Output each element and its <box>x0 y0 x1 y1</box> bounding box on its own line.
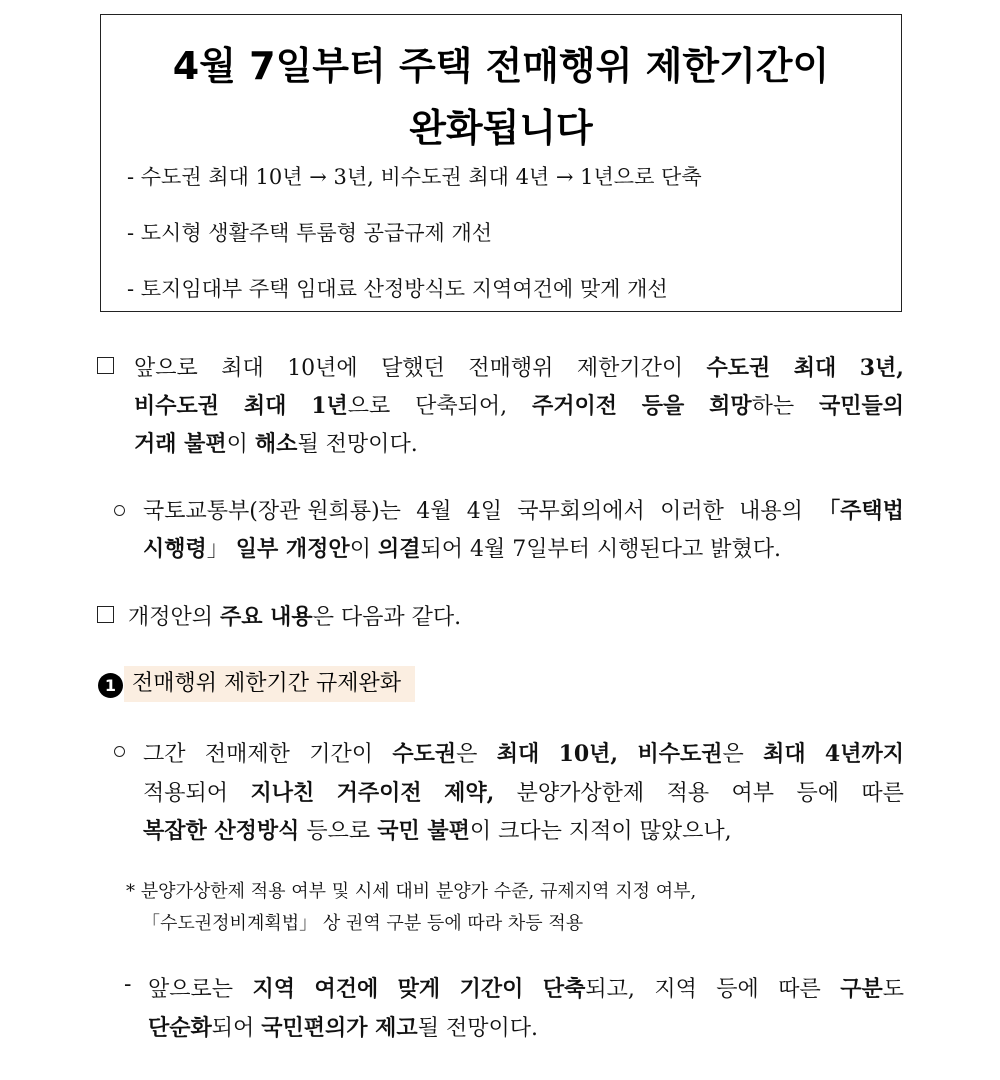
bold-text: 3년, <box>859 355 904 381</box>
circle-bullet <box>114 505 125 516</box>
text: 분양가상한제 <box>516 781 645 806</box>
bold-text: 기간이 <box>459 976 524 1002</box>
bold-text: 지역 <box>252 976 295 1002</box>
para4-line1 <box>143 737 904 768</box>
bold-text: 지나친 <box>250 780 315 806</box>
text <box>543 972 635 1003</box>
para4-line3 <box>143 814 732 845</box>
text <box>840 972 904 1003</box>
text: 될 전망이다. <box>297 432 418 457</box>
text <box>709 389 794 420</box>
text: 이러한 <box>660 499 724 524</box>
bold-text: 해소 <box>254 431 298 457</box>
text: 은 <box>456 742 478 767</box>
text: 개정안의 <box>128 605 221 630</box>
text: 적용 <box>666 781 710 806</box>
text: 4월 <box>416 499 452 524</box>
para1-line3 <box>134 427 418 458</box>
text: 이 <box>226 432 255 457</box>
text: 따른 <box>778 977 821 1002</box>
section-title: 전매행위 제한기간 규제완화 <box>124 666 415 702</box>
square-bullet <box>97 357 114 374</box>
text: 전매행위 <box>468 356 554 381</box>
bold-text: 구분 <box>840 976 883 1002</box>
bold-text: 수도권 <box>392 741 457 767</box>
text: 으로 <box>347 394 391 419</box>
text: 달했던 <box>381 356 445 381</box>
text: 등에 <box>716 977 759 1002</box>
text: 앞으로는 <box>148 977 234 1002</box>
bold-text: 단축 <box>542 976 586 1002</box>
para1-line2 <box>134 389 904 420</box>
headline-sub-2: - 도시형 생활주택 투룸형 공급규제 개선 <box>127 221 493 245</box>
square-bullet <box>97 606 114 623</box>
para5-line2 <box>148 1011 538 1042</box>
bold-text: 의결 <box>377 536 421 562</box>
text: 단축되어, <box>415 394 508 419</box>
bold-text: 거래 불편 <box>134 431 227 457</box>
bold-text: 거주이전 <box>336 780 422 806</box>
bold-text: 1년 <box>311 393 348 419</box>
bold-text: 제약, <box>444 780 495 806</box>
text: 따른 <box>861 781 904 806</box>
bold-text: 수도권 <box>706 355 771 381</box>
text <box>392 737 477 768</box>
text: 지역 <box>654 977 697 1002</box>
bold-text: 일부 개정안 <box>235 536 350 562</box>
circle-bullet <box>114 746 125 757</box>
text: 여부 <box>731 781 775 806</box>
text: 국무회의에서 <box>517 499 645 524</box>
bold-text: 최대 <box>243 393 287 419</box>
text: 은 <box>722 742 744 767</box>
text: 이 크다는 지적이 많았으나, <box>469 819 732 844</box>
dash-bullet: - <box>124 972 132 997</box>
bold-text: 주거이전 <box>531 393 617 419</box>
headline-title-line2: 완화됩니다 <box>409 106 593 150</box>
text: 등으로 <box>299 819 378 844</box>
text: 은 다음과 같다. <box>312 605 462 630</box>
text: 도 <box>882 977 904 1002</box>
text: 최대 <box>221 356 264 381</box>
bold-text: 희망 <box>709 393 752 419</box>
text: 내용의 <box>739 499 803 524</box>
text: 10년에 <box>287 356 358 381</box>
text: 국토교통부(장관 원희룡)는 <box>143 499 401 524</box>
headline-box <box>100 14 902 312</box>
text: 4일 <box>466 499 502 524</box>
footnote-line1: * 분양가상한제 적용 여부 및 시세 대비 분양가 수준, 규제지역 지정 여부, <box>126 881 697 902</box>
bold-text: 최대 <box>496 741 540 767</box>
para1-line1 <box>134 351 904 382</box>
text: 등에 <box>796 781 839 806</box>
text <box>637 737 743 768</box>
bold-text: 여건에 <box>314 976 379 1002</box>
text <box>311 389 390 420</box>
bold-text: 4년까지 <box>824 741 904 767</box>
text: 」 <box>206 537 236 562</box>
bold-text: 최대 <box>763 741 806 767</box>
section-number-badge: 1 <box>98 673 123 698</box>
para4-line2 <box>143 776 904 807</box>
bold-text: 맞게 <box>397 976 441 1002</box>
text: 되어 4월 7일부터 시행된다고 밝혔다. <box>420 537 781 562</box>
headline-sub-1: - 수도권 최대 10년 → 3년, 비수도권 최대 4년 → 1년으로 단축 <box>127 165 702 189</box>
bold-text: 시행령 <box>143 536 207 562</box>
bold-text: 국민편의가 제고 <box>261 1015 418 1041</box>
text: 되어 <box>211 1016 262 1041</box>
bold-text: 10년, <box>558 741 619 767</box>
footnote-line2: 「수도권정비계획법」 상 권역 구분 등에 따라 차등 적용 <box>142 913 584 934</box>
bold-text: 국민 불편 <box>377 818 470 844</box>
text: 적용되어 <box>143 781 229 806</box>
text: 되고, <box>585 977 635 1002</box>
text: 전매제한 <box>204 742 290 767</box>
text: 될 전망이다. <box>417 1016 538 1041</box>
para2-line1 <box>143 494 904 525</box>
bold-text: 비수도권 <box>134 393 220 419</box>
para3-line <box>128 600 461 631</box>
bold-text: 최대 <box>793 355 837 381</box>
bold-text: 등을 <box>641 393 685 419</box>
bold-text: 단순화 <box>148 1015 212 1041</box>
bold-text: 주요 내용 <box>220 604 313 630</box>
para5-line1 <box>148 972 904 1003</box>
bold-text: 「주택법 <box>818 498 904 524</box>
bold-text: 복잡한 산정방식 <box>143 818 300 844</box>
text: 기간이 <box>309 742 373 767</box>
headline-title-line1: 4월 7일부터 주택 전매행위 제한기간이 <box>172 44 830 88</box>
para2-line2 <box>143 532 781 563</box>
headline-sub-3: - 토지임대부 주택 임대료 산정방식도 지역여건에 맞게 개선 <box>127 277 668 301</box>
text: 앞으로 <box>134 356 198 381</box>
text: 이 <box>349 537 378 562</box>
bold-text: 국민들의 <box>818 393 904 419</box>
text: 그간 <box>143 742 186 767</box>
text: 하는 <box>751 394 795 419</box>
text: 제한기간이 <box>576 356 684 381</box>
bold-text: 비수도권 <box>637 741 723 767</box>
